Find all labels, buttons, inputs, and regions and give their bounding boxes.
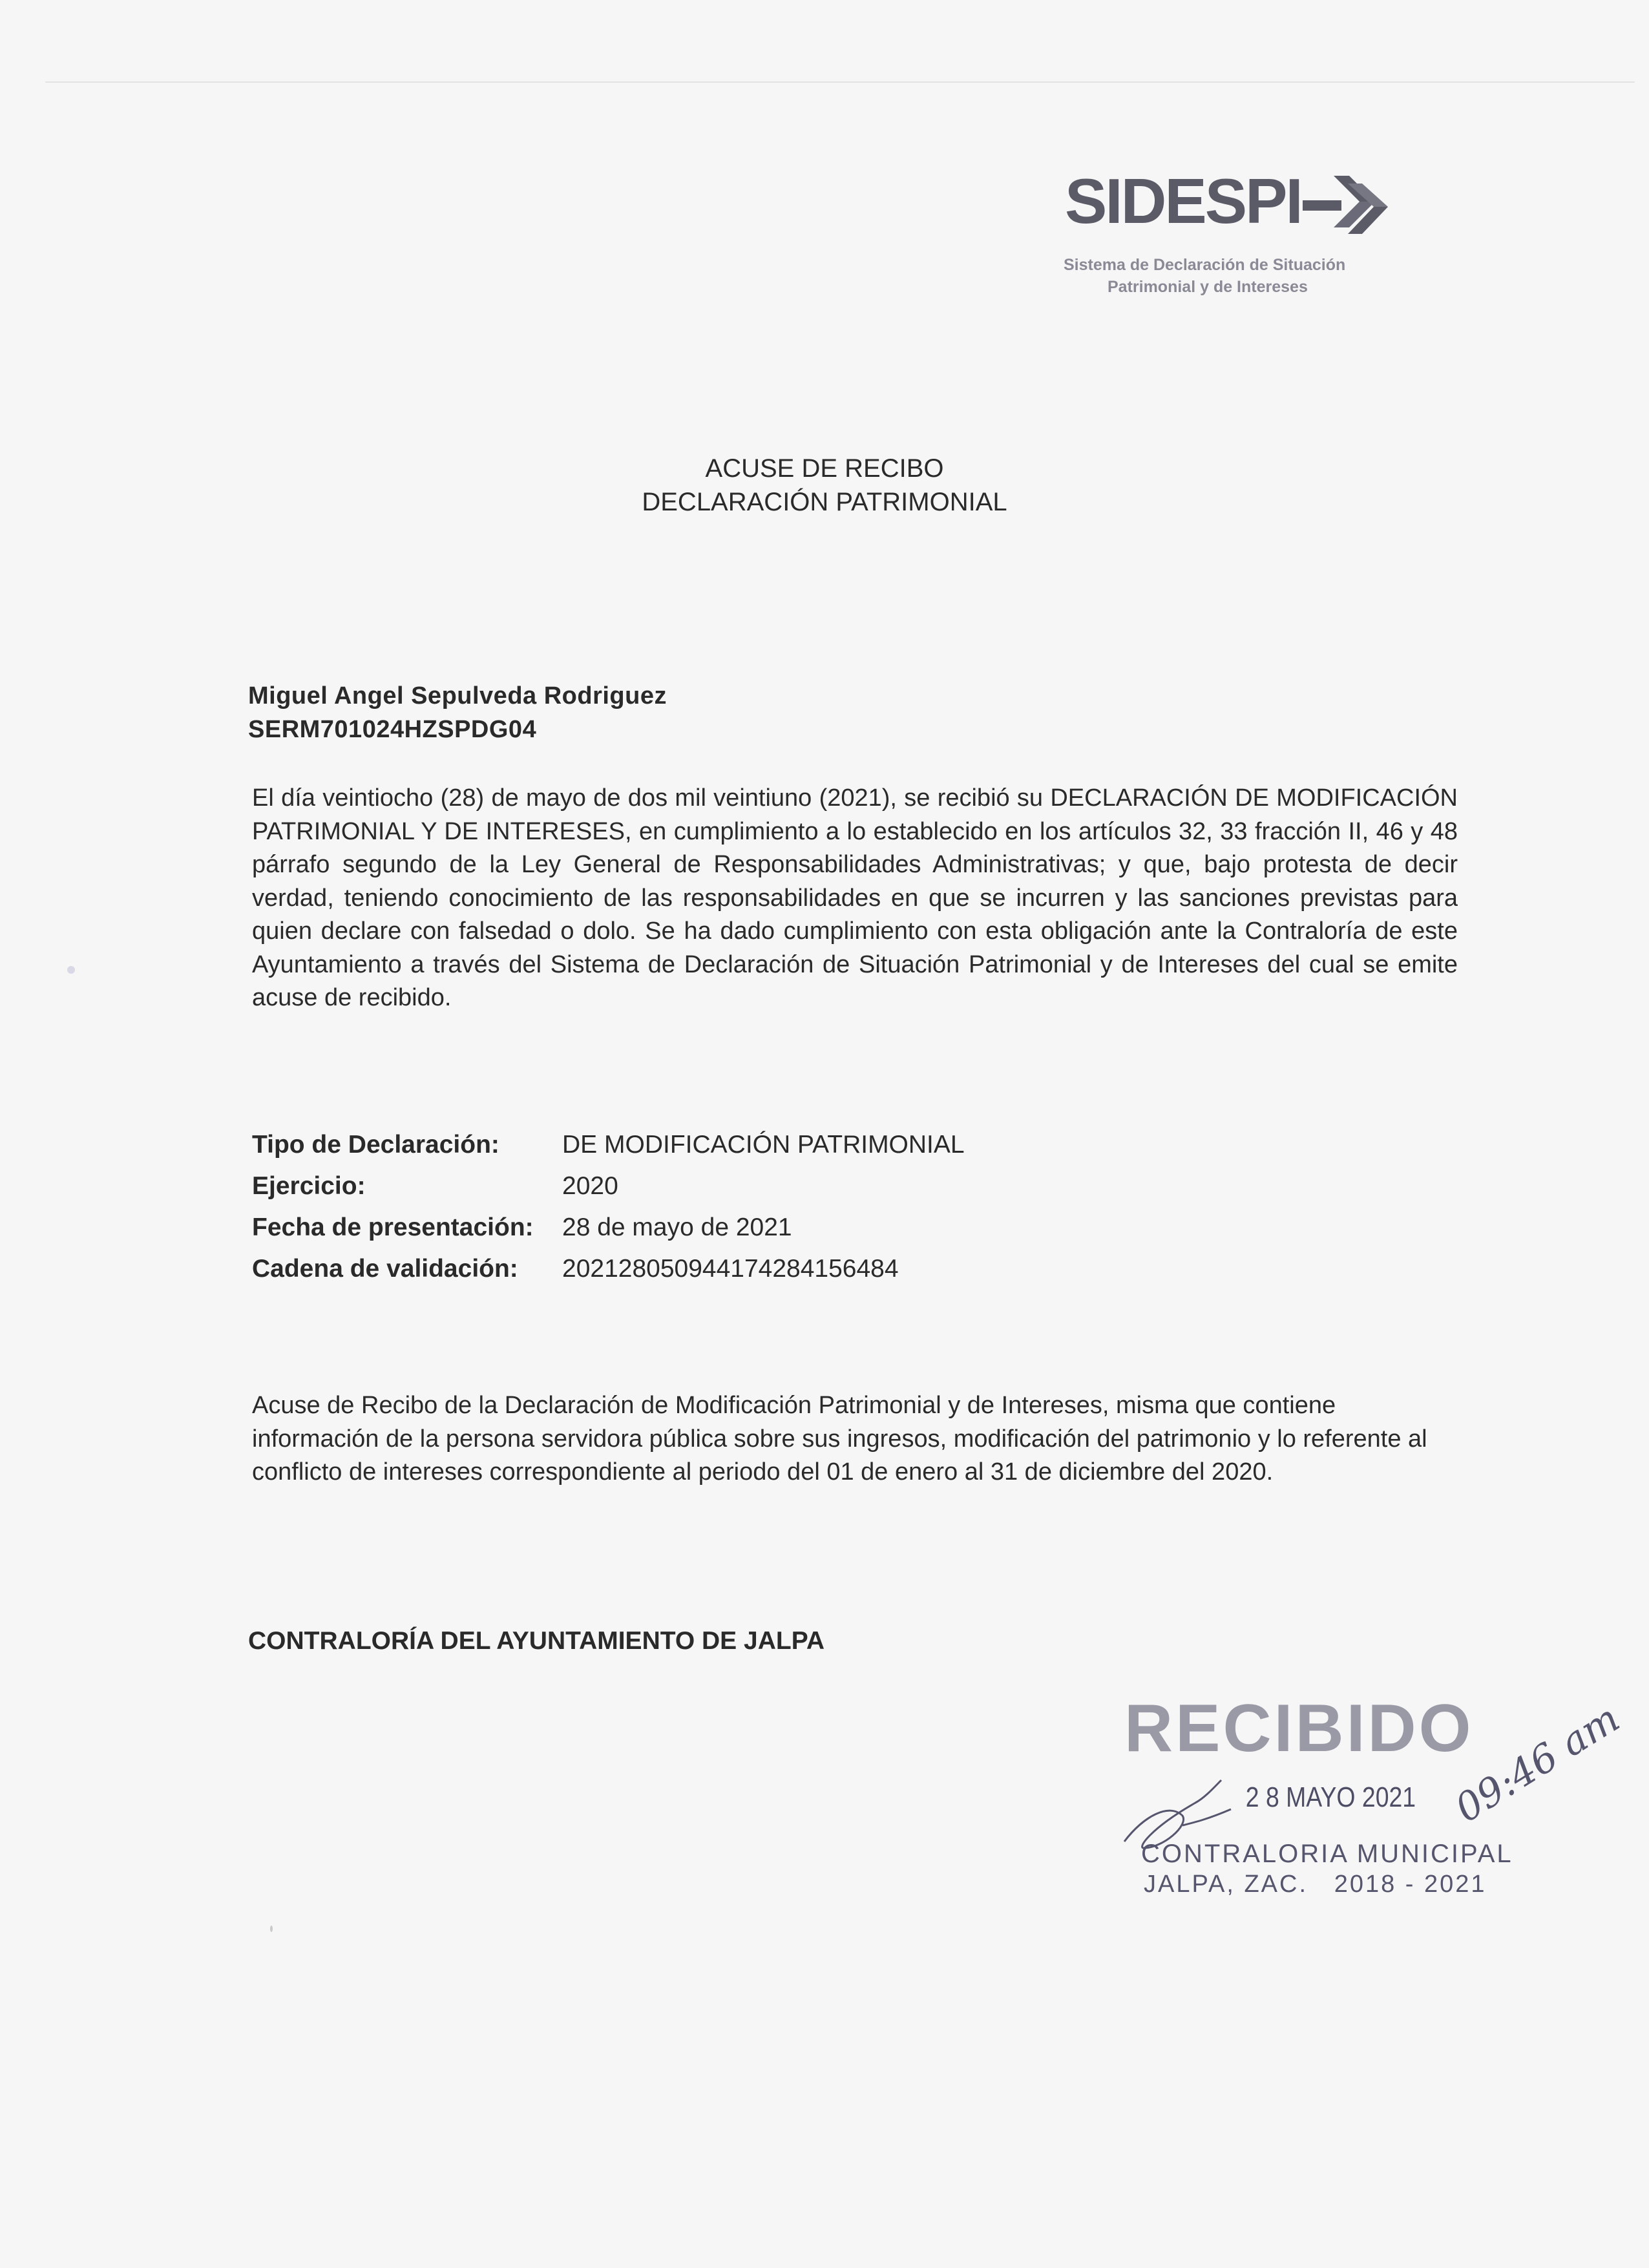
stamp-graphic	[1098, 1654, 1628, 1913]
detail-value: 20212805094417428415648​4	[562, 1255, 899, 1283]
handwritten-time: 09:46 am	[1447, 1696, 1628, 1832]
arrow-logo-icon	[1303, 172, 1400, 243]
stamp-place: JALPA, ZAC. 2018 - 2021	[1144, 1871, 1487, 1898]
declarant-name: Miguel Angel Sepulveda Rodriguez	[248, 682, 667, 709]
signature-stroke	[1124, 1780, 1231, 1848]
logo-wordmark: SIDESPI	[1065, 165, 1301, 236]
stamp-word: RECIBIDO	[1124, 1691, 1474, 1766]
detail-row-fecha	[252, 1207, 965, 1248]
scan-speck	[67, 966, 75, 974]
body-paragraph: El día veintiocho (28) de mayo de dos mil veintiuno (2021), se recibió su DECLARACIÓN DE MODIFICACIÓN PATRIMONIAL Y DE INTERESES, en cumplimiento a lo establecido en los artículos 32, 33 fracción II, 46 y 48 párrafo segundo de la Ley General de Responsabilidades Administrativas; y que, bajo protesta de decir verdad, teniendo conocimiento de las responsabilidades en que se incurren y las sanciones previstas para quien declare con falsedad o dolo. Se ha dado cumplimiento con esta obligación ante la Contraloría de este Ayuntamiento a través del Sistema de Declaración de Situación Patrimonial y de Intereses del cual se emite acuse de recibido.	[252, 784, 1458, 1011]
closing-paragraph: Acuse de Recibo de la Declaración de Modificación Patrimonial y de Intereses, misma que contiene información de la persona servidora pública sobre sus ingresos, modificación del patrimonio y lo referente al conflicto de intereses correspondiente al periodo del 01 de enero al 31 de diciembre del 2020.	[252, 1392, 1427, 1486]
detail-label: Fecha de presentación:	[252, 1213, 534, 1241]
detail-value: 2020	[562, 1172, 618, 1200]
stamp-date: 2 8 MAYO 2021	[1245, 1781, 1416, 1813]
detail-label: Tipo de Declaración:	[252, 1131, 499, 1159]
detail-value: 28 de mayo de 2021	[562, 1213, 792, 1241]
logo-subtitle-line1: Sistema de Declaración de Situación	[1064, 256, 1346, 274]
document-title-line2: DECLARACIÓN PATRIMONIAL	[642, 488, 1007, 516]
issuer-name: CONTRALORÍA DEL AYUNTAMIENTO DE JALPA	[248, 1627, 824, 1655]
top-rule	[45, 81, 1635, 83]
document-title-line1: ACUSE DE RECIBO	[705, 454, 944, 483]
received-stamp	[1098, 1654, 1628, 1913]
sidespi-logo	[1060, 165, 1396, 305]
stamp-office: CONTRALORIA MUNICIPAL	[1141, 1840, 1513, 1868]
detail-label: Ejercicio:	[252, 1172, 366, 1200]
logo-subtitle-line2: Patrimonial y de Intereses	[1108, 278, 1308, 296]
detail-row-cadena	[252, 1248, 965, 1290]
detail-row-tipo	[252, 1124, 965, 1166]
detail-row-ejercicio	[252, 1166, 965, 1207]
detail-value: DE MODIFICACIÓN PATRIMONIAL	[562, 1131, 965, 1159]
declarant-rfc: SERM701024HZSPDG04	[248, 716, 537, 743]
detail-label: Cadena de validación:	[252, 1255, 518, 1283]
declaration-details	[252, 1124, 965, 1290]
scan-speck	[270, 1926, 273, 1932]
